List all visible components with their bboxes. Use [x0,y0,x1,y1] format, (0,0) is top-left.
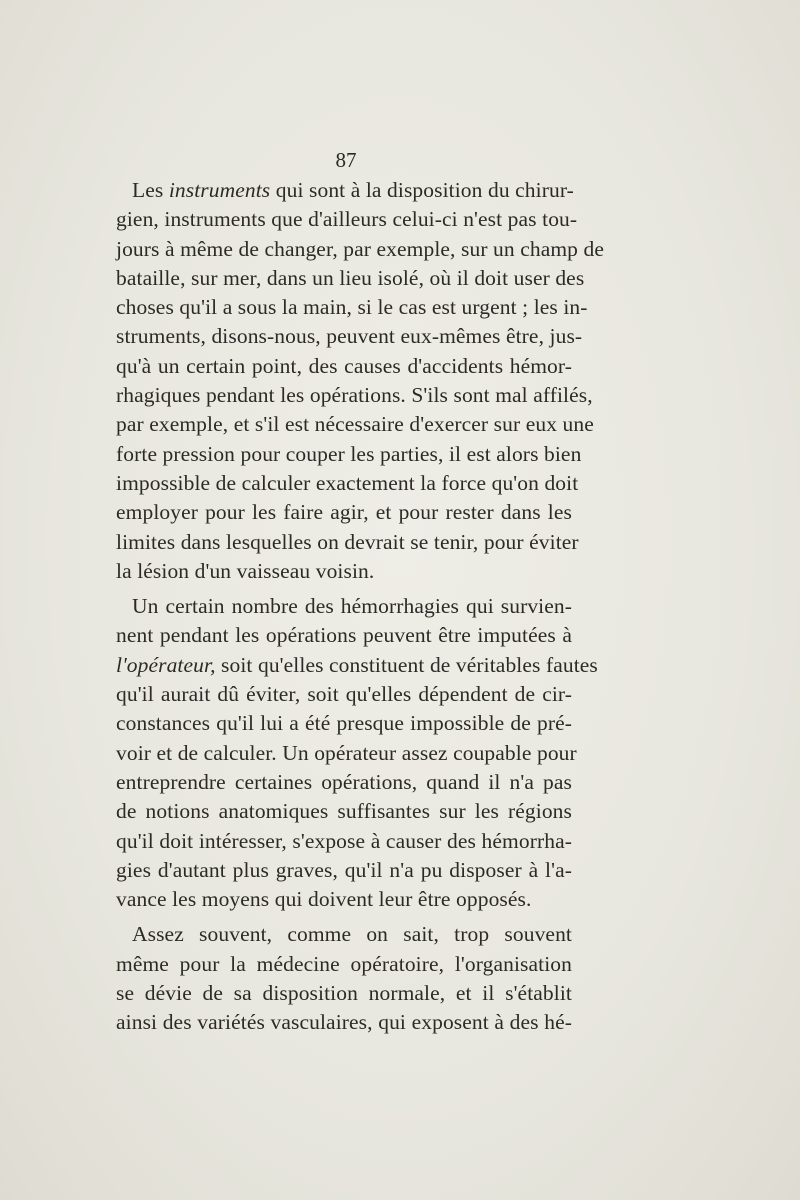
text-line: voir et de calculer. Un opérateur assez coupable pour [116,740,577,765]
text-line: Assez souvent, comme on sait, trop souvent [132,922,572,947]
text-line: par exemple, et s'il est nécessaire d'exercer sur eux une [116,412,594,437]
text-line: forte pression pour couper les parties, il est alors bien [116,441,582,466]
text-line: gies d'autant plus graves, qu'il n'a pu disposer à l'a- [116,857,572,882]
text-line: vance les moyens qui doivent leur être opposés. [116,887,532,912]
text-line: bataille, sur mer, dans un lieu isolé, où il doit user des [116,265,585,290]
text-line: qu'à un certain point, des causes d'accidents hémor- [116,353,572,378]
text-line: Les instruments qui sont à la disposition du chirur- [132,178,574,202]
paragraph-2 [116,592,598,914]
text-line: ainsi des variétés vasculaires, qui exposent à des hé- [116,1010,572,1035]
text-line: limites dans lesquelles on devrait se tenir, pour éviter [116,529,579,554]
text-line: struments, disons-nous, peuvent eux-mêmes être, jus- [116,324,583,349]
page-number: 87 [335,148,357,172]
text-line: choses qu'il a sous la main, si le cas est urgent ; les in- [116,295,588,320]
text-line: jours à même de changer, par exemple, sur un champ de [116,236,604,261]
text-line: gien, instruments que d'ailleurs celui-ci n'est pas tou- [116,207,578,232]
text-line: l'opérateur, soit qu'elles constituent de véritables fautes [116,652,598,677]
text-line: Un certain nombre des hémorrhagies qui survien- [132,594,572,619]
text-line: rhagiques pendant les opérations. S'ils sont mal affilés, [116,383,593,408]
text-line: même pour la médecine opératoire, l'organisation [116,951,572,976]
text-line: la lésion d'un vaisseau voisin. [116,558,375,583]
text-line: de notions anatomiques suffisantes sur les régions [116,799,572,824]
text-line: impossible de calculer exactement la force qu'on doit [116,470,579,495]
text-line: qu'il aurait dû éviter, soit qu'elles dépendent de cir- [116,682,572,707]
text-line: se dévie de sa disposition normale, et il s'établit [116,981,572,1006]
text-line: constances qu'il lui a été presque impossible de pré- [116,711,572,736]
text-line: entreprendre certaines opérations, quand il n'a pas [116,769,572,794]
body-text [116,176,604,1038]
paragraph-3 [116,920,572,1037]
text-line: qu'il doit intéresser, s'expose à causer des hémorrha- [116,828,572,853]
paragraph-1 [116,176,604,586]
text-line: nent pendant les opérations peuvent être imputées à [116,623,572,648]
text-line: employer pour les faire agir, et pour rester dans les [116,500,572,525]
